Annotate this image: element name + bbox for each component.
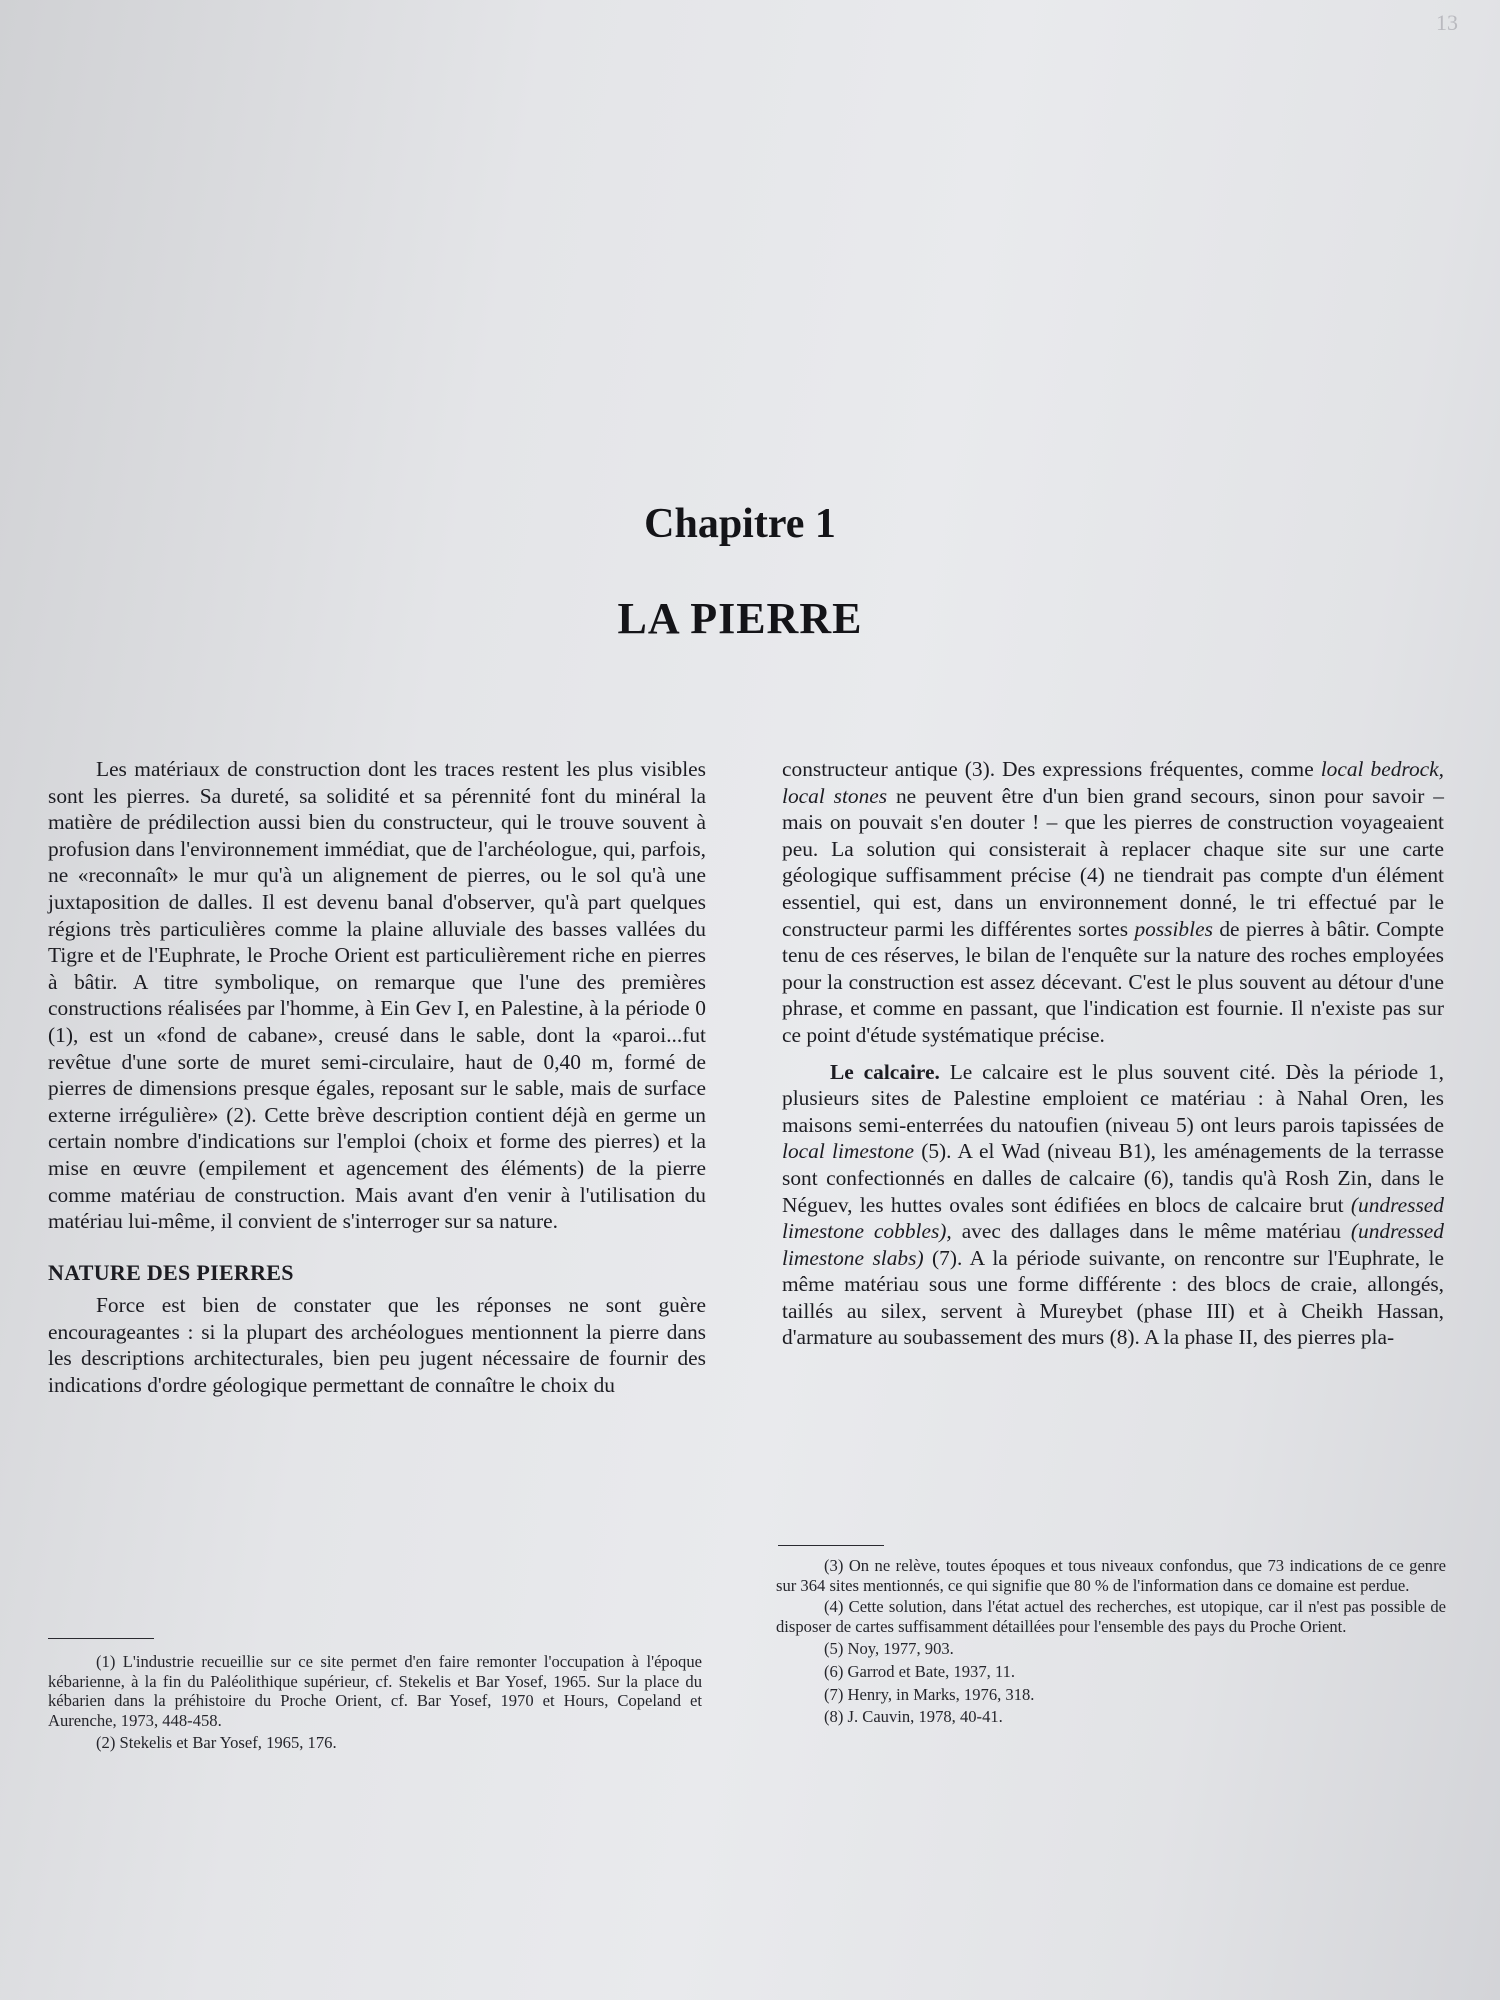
text-run: Force est bien de constater que les réponses ne sont guère encourageantes : si la plupart des archéologues mentionnent la pierre dans les descriptions architecturales, bien peu jugent nécessaire de fournir des indications d'ordre géologique permettant de connaître le choix du bbox=[48, 1293, 706, 1398]
right-paragraph-continuation bbox=[782, 756, 1444, 1049]
paragraph-lead-term: Le calcaire. bbox=[830, 1059, 940, 1084]
footnote-2: (2) Stekelis et Bar Yosef, 1965, 176. bbox=[96, 1733, 337, 1753]
footnote-7: (7) Henry, in Marks, 1976, 318. bbox=[824, 1684, 1035, 1704]
right-paragraph-calcaire bbox=[782, 1059, 1444, 1352]
italic-run: (undressed limestone cobbles), bbox=[782, 1192, 1444, 1244]
text-run: constructeur antique (3). Des expressions fréquentes, comme bbox=[782, 757, 1321, 781]
left-paragraph-nature bbox=[48, 1292, 706, 1398]
footnote-8: (8) J. Cauvin, 1978, 40-41. bbox=[824, 1707, 1003, 1727]
left-column bbox=[48, 756, 706, 1399]
footnote-1: (1) L'industrie recueillie sur ce site permet d'en faire remonter l'occupation à l'époque kébarienne, à la fin du Paléolithique supérieur, cf. Stekelis et Bar Yosef, 1965. Sur la place du kébarien dans la préhistoire du Proche Orient, cf. Bar Yosef, 1970 et Hours, Copeland et Aurenche, 1973, 448-458. bbox=[48, 1652, 702, 1730]
footnotes-right bbox=[776, 1556, 1446, 1727]
text-run: Le calcaire est le plus souvent cité. Dès la période 1, plusieurs sites de Palestine emploient ce matériau : à Nahal Oren, les maisons semi-enterrées du natoufien (niveau 5) ont leurs parois tapissées de bbox=[782, 1059, 1445, 1137]
text-run: de pierres à bâtir. Compte tenu de ces réserves, le bilan de l'enquête sur la nature des roches employées pour la construction est assez décevant. C'est le plus souvent au détour d'une phrase, et comme en passant, que l'indication est fournie. Il n'existe pas sur ce point d'étude systématique précise. bbox=[782, 916, 1444, 1047]
footnote-6: (6) Garrod et Bate, 1937, 11. bbox=[824, 1661, 1016, 1681]
footnote-4: (4) Cette solution, dans l'état actuel des recherches, est utopique, car il n'est pas possible de disposer de cartes suffisamment détaillées pour l'ensemble des pays du Proche Orient. bbox=[776, 1597, 1446, 1636]
right-column bbox=[782, 756, 1444, 1351]
footnote-rule-left bbox=[48, 1638, 154, 1639]
footnote-5: (5) Noy, 1977, 903. bbox=[824, 1639, 954, 1659]
italic-run: possibles bbox=[1134, 916, 1213, 941]
text-run: ne peuvent être d'un bien grand secours, sinon pour savoir – mais on pouvait s'en douter ! – que les pierres de construction voyageaient peu. La solution qui consisterait à replacer chaque site sur une carte géologique suffisamment précise (4) ne tiendrait pas compte d'un élément essentiel, qui est, dans un environnement donné, le tri effectué par le constructeur parmi les différentes sortes bbox=[782, 783, 1444, 941]
text-run: avec des dallages dans le même matériau bbox=[951, 1219, 1351, 1244]
italic-run: local limestone bbox=[782, 1139, 914, 1164]
italic-run: (undressed limestone slabs) bbox=[782, 1219, 1444, 1270]
italic-run: local bedrock, local stones bbox=[782, 757, 1444, 808]
footnote-3: (3) On ne relève, toutes époques et tous niveaux confondus, que 73 indications de ce genre sur 364 sites mentionnés, ce qui signifie que 80 % de l'information dans ce domaine est perdue. bbox=[776, 1556, 1446, 1595]
text-run: (7). A la période suivante, on rencontre sur l'Euphrate, le même matériau sous une forme différente : des blocs de craie, allongés, taillés au silex, servent à Mureybet (phase III) et à Cheikh Hassan, d'armature au soubassement des murs (8). A la phase II, des pierres pla- bbox=[782, 1245, 1444, 1350]
footnotes-left bbox=[48, 1652, 702, 1753]
page-number: 13 bbox=[1436, 10, 1458, 35]
chapter-label: Chapitre 1 bbox=[644, 501, 836, 547]
text-run: (5). A el Wad (niveau B1), les aménagements de la terrasse sont confectionnés en dalles de calcaire (6), tandis qu'à Rosh Zin, dans le Néguev, les huttes ovales sont édifiées en blocs de calcaire brut bbox=[782, 1139, 1444, 1217]
left-paragraph-intro bbox=[48, 756, 706, 1235]
calcaire-text bbox=[782, 1060, 1444, 1350]
chapter-title: LA PIERRE bbox=[617, 594, 863, 643]
section-heading: NATURE DES PIERRES bbox=[48, 1259, 294, 1285]
footnote-rule-right bbox=[778, 1545, 884, 1546]
text-run: Les matériaux de construction dont les traces restent les plus visibles sont les pierres. Sa dureté, sa solidité et sa pérennité font du minéral la matière de prédilection aussi bien du constructeur, qui le trouve souvent à profusion dans l'environnement immédiat, que de l'archéologue, qui, parfois, ne «reconnaît» le mur qu'à un alignement de pierres, ou le sol qu'à une juxtaposition de dalles. Il est devenu banal d'observer, qu'à part quelques régions très particulières comme la plaine alluviale des basses vallées du Tigre et de l'Euphrate, le Proche Orient est particulièrement riche en pierres à bâtir. A titre symbolique, on remarque que l'une des premières constructions réalisées par l'homme, à Ein Gev I, en Palestine, à la période 0 (1), est un «fond de cabane», creusé dans le sable, dont la «paroi...fut revêtue d'une sorte de muret semi-circulaire, haut de 0,40 m, formé de pierres de dimensions presque égales, reposant sur le sable, mais de surface externe irrégulière» (2). Cette brève description contient déjà en germe un certain nombre d'indications sur l'emploi (choix et forme des pierres) et la mise en œuvre (empilement et agencement des éléments) de la pierre comme matériau de construction. Mais avant d'en venir à l'utilisation du matériau lui-même, il convient de s'interroger sur sa nature. bbox=[48, 757, 706, 1234]
